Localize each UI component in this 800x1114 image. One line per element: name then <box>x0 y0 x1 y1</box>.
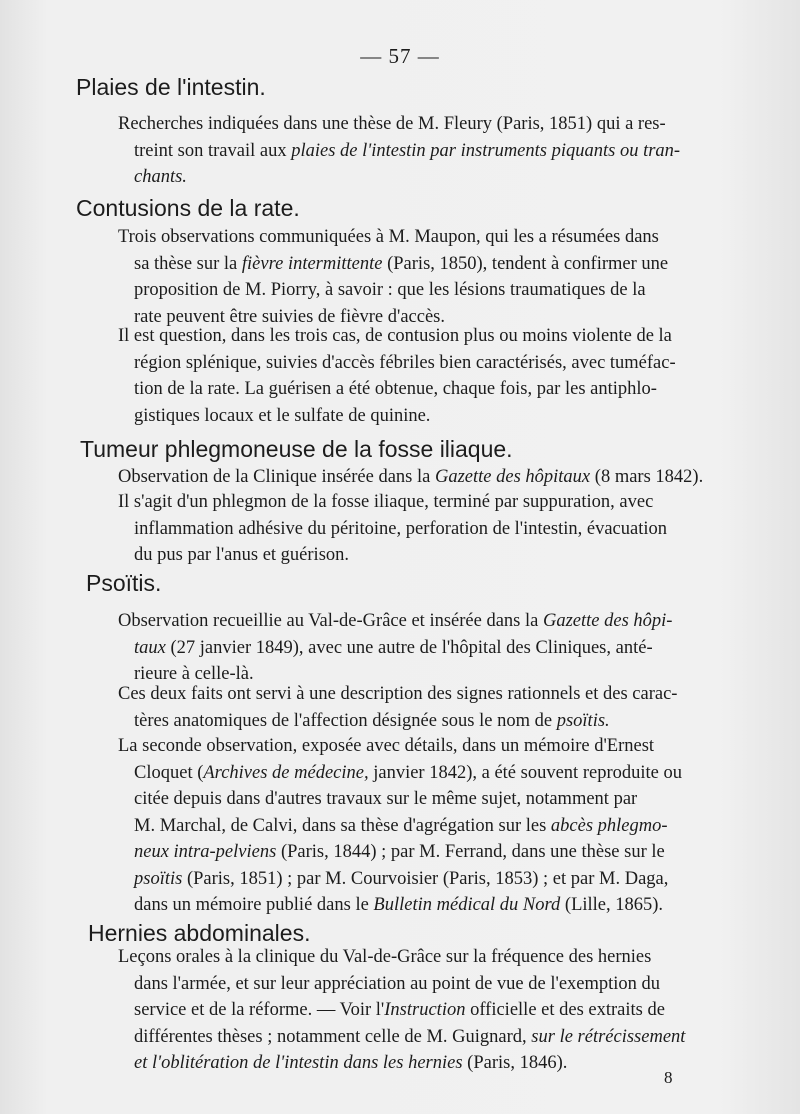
text-line: rieure à celle-là. <box>134 664 254 684</box>
text-line: taux (27 janvier 1849), avec une autre de l'hôpital des Cliniques, anté- <box>134 637 653 658</box>
text-line: tion de la rate. La guérisen a été obtenue, chaque fois, par les antiphlo- <box>134 379 657 399</box>
italic-text: psoïtis <box>134 868 183 889</box>
text-line: Il s'agit d'un phlegmon de la fosse iliaque, terminé par suppuration, avec <box>118 492 654 512</box>
text-line: La seconde observation, exposée avec détails, dans un mémoire d'Ernest <box>118 736 655 756</box>
paragraph <box>118 608 726 688</box>
heading-plaies-intestin: Plaies de l'intestin. <box>76 74 266 100</box>
paragraph <box>118 733 724 919</box>
signature-mark: 8 <box>664 1068 673 1087</box>
text-line <box>118 164 710 191</box>
text-line: et l'oblitération de l'intestin dans les hernies (Paris, 1846). <box>134 1053 568 1073</box>
text-line: Recherches indiquées dans une thèse de M. Fleury (Paris, 1851) qui a res- <box>118 114 666 134</box>
italic-text: et l'oblitération de l'intestin dans les hernies <box>134 1053 463 1073</box>
paragraph <box>118 464 718 491</box>
italic-text: taux <box>134 637 166 658</box>
text-line: M. Marchal, de Calvi, dans sa thèse d'agrégation sur les abcès phlegmo- <box>134 815 668 836</box>
paragraph <box>118 681 720 734</box>
text-line: Observation recueillie au Val-de-Grâce et insérée dans la Gazette des hôpi- <box>118 611 673 631</box>
heading-psoitis: Psoïtis. <box>86 570 162 596</box>
text-line: neux intra-pelviens (Paris, 1844) ; par M. Ferrand, dans une thèse sur le <box>134 842 665 862</box>
paragraph <box>118 323 724 429</box>
italic-text: psoïtis. <box>556 710 610 731</box>
italic-text: neux intra-pelviens <box>134 842 277 862</box>
italic-text: Gazette des hôpi- <box>542 611 673 631</box>
page-number: — 57 — <box>360 44 440 68</box>
text-line: Ces deux faits ont servi à une description des signes rationnels et des carac- <box>118 684 678 704</box>
text-line: dans l'armée, et sur leur appréciation au point de vue de l'exemption du <box>134 973 661 994</box>
text-line: gistiques locaux et le sulfate de quinine. <box>134 405 431 426</box>
paragraph <box>118 944 724 1077</box>
text-line: inflammation adhésive du péritoine, perforation de l'intestin, évacuation <box>134 518 667 539</box>
text-line: Cloquet (Archives de médecine, janvier 1842), a été souvent reproduite ou <box>134 762 682 783</box>
italic-text: sur le rétrécissement <box>531 1026 686 1047</box>
text-line: Observation de la Clinique insérée dans la Gazette des hôpitaux (8 mars 1842). <box>118 467 704 487</box>
text-line: sa thèse sur la fièvre intermittente (Paris, 1850), tendent à confirmer une <box>134 253 669 274</box>
paragraph <box>118 224 716 330</box>
heading-contusions-rate: Contusions de la rate. <box>76 195 300 221</box>
text-line: citée depuis dans d'autres travaux sur le même sujet, notamment par <box>134 789 638 809</box>
text-line: treint son travail aux plaies de l'intestin par instruments piquants ou tran- <box>134 140 681 161</box>
heading-tumeur-phlegmoneuse: Tumeur phlegmoneuse de la fosse iliaque. <box>80 436 513 462</box>
text-line: rate peuvent être suivies de fièvre d'accès. <box>134 306 445 327</box>
text-line: Leçons orales à la clinique du Val-de-Grâce sur la fréquence des hernies <box>118 947 652 967</box>
text-line: dans un mémoire publié dans le Bulletin médical du Nord (Lille, 1865). <box>134 895 664 915</box>
italic-text: plaies de l'intestin par instruments piquants ou tran- <box>291 140 681 161</box>
italic-text: Bulletin médical du Nord <box>373 895 561 915</box>
text-line: différentes thèses ; notamment celle de M. Guignard, sur le rétrécissement <box>134 1026 686 1047</box>
text-line: du pus par l'anus et guérison. <box>134 545 350 565</box>
text-line: Trois observations communiquées à M. Maupon, qui les a résumées dans <box>118 227 659 247</box>
italic-text: Archives de médecine, <box>203 762 369 783</box>
paragraph <box>118 111 710 191</box>
italic-text: abcès phlegmo- <box>550 815 668 836</box>
text-line: proposition de M. Piorry, à savoir : que les lésions traumatiques de la <box>134 280 646 300</box>
text-line: Il est question, dans les trois cas, de contusion plus ou moins violente de la <box>118 326 672 346</box>
italic-text: Instruction <box>384 1000 466 1020</box>
text-line: psoïtis (Paris, 1851) ; par M. Courvoisier (Paris, 1853) ; et par M. Daga, <box>134 868 669 889</box>
text-line: tères anatomiques de l'affection désignée sous le nom de psoïtis. <box>134 710 610 731</box>
heading-hernies-abdominales: Hernies abdominales. <box>88 920 311 946</box>
text-line: région splénique, suivies d'accès fébriles bien caractérisés, avec tuméfac- <box>134 352 676 373</box>
italic-text: chants. <box>134 167 187 187</box>
paragraph <box>118 489 724 569</box>
italic-text: fièvre intermittente <box>241 253 383 274</box>
italic-text: Gazette des hôpitaux <box>434 467 591 487</box>
text-line: service et de la réforme. — Voir l'Instruction officielle et des extraits de <box>134 1000 665 1020</box>
